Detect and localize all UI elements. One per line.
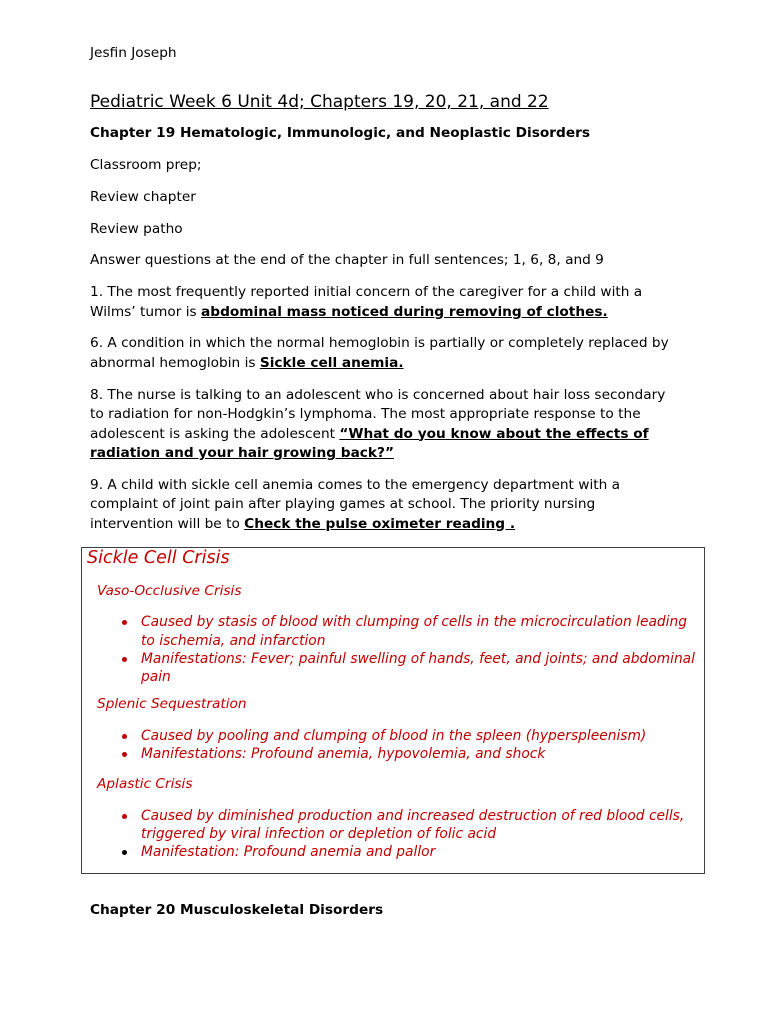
question-8-text: 8. The nurse is talking to an adolescent who is concerned about hair loss secondary to radiation for non-Hodgkin’s lymphoma. The most appropriate response to the adolescent is asking the adolescent: [90, 386, 666, 442]
list-item-text: Caused by stasis of blood with clumping of cells in the microcirculation leading to ischemia, and infarction: [141, 614, 688, 649]
box-title: Sickle Cell Crisis: [87, 548, 230, 569]
question-6-answer: Sickle cell anemia.: [259, 354, 404, 371]
aplastic-crisis-list: [87, 807, 700, 862]
bullet-icon: [122, 850, 127, 855]
list-item-text: Manifestations: Profound anemia, hypovolemia, and shock: [141, 746, 546, 762]
bullet-icon: [122, 752, 127, 757]
author-name: Jesfin Joseph: [90, 45, 177, 62]
vaso-occlusive-list: [87, 613, 700, 686]
list-item-text: Caused by diminished production and increased destruction of red blood cells, triggered by viral infection or depletion of folic acid: [141, 807, 685, 842]
question-1-text: 1. The most frequently reported initial concern of the caregiver for a child with a Wilms’ tumor is: [90, 284, 643, 320]
question-6-text: 6. A condition in which the normal hemoglobin is partially or completely replaced by abnormal hemoglobin is: [90, 335, 669, 371]
question-9-text: 9. A child with sickle cell anemia comes to the emergency department with a complaint of joint pain after playing games at school. The priority nursing intervention will be to: [90, 476, 621, 532]
question-1-answer: abdominal mass noticed during removing of clothes.: [201, 303, 608, 320]
question-9-answer: Check the pulse oximeter reading .: [244, 515, 516, 532]
list-item: [87, 745, 700, 763]
chapter-19-heading: Chapter 19 Hematologic, Immunologic, and Neoplastic Disorders: [90, 125, 591, 142]
document-body: [87, 44, 695, 920]
question-6-paragraph: [90, 334, 678, 373]
list-item: [87, 843, 700, 861]
prep-review-patho: Review patho: [90, 220, 183, 237]
crisis-heading-splenic-sequestration: Splenic Sequestration: [97, 696, 247, 713]
question-8-answer: “What do you know about the effects of radiation and your hair growing back?”: [90, 425, 649, 461]
crisis-heading-vaso-occlusive: Vaso-Occlusive Crisis: [97, 583, 242, 600]
bullet-icon: [122, 814, 127, 819]
prep-review-chapter: Review chapter: [90, 188, 196, 205]
splenic-sequestration-list: [87, 727, 700, 764]
question-8-paragraph: [90, 386, 678, 464]
chapter-20-heading: Chapter 20 Musculoskeletal Disorders: [90, 902, 384, 919]
list-item: [87, 727, 700, 745]
list-item: [87, 613, 700, 650]
list-item-text: Manifestations: Fever; painful swelling of hands, feet, and joints; and abdominal pain: [141, 650, 695, 686]
bullet-icon: [122, 657, 127, 662]
list-item: [87, 807, 700, 844]
bullet-icon: [122, 734, 127, 739]
document-title: Pediatric Week 6 Unit 4d; Chapters 19, 20, 21, and 22: [90, 92, 549, 112]
crisis-heading-aplastic: Aplastic Crisis: [97, 776, 193, 793]
bullet-icon: [122, 620, 127, 625]
prep-answer-instructions: Answer questions at the end of the chapter in full sentences; 1, 6, 8, and 9: [90, 252, 604, 269]
list-item-text: Manifestation: Profound anemia and pallor: [141, 844, 436, 861]
question-1-paragraph: [90, 283, 678, 322]
sickle-cell-crisis-box: [81, 547, 705, 874]
list-item: [87, 650, 700, 687]
list-item-text: Caused by pooling and clumping of blood in the spleen (hyperspleenism): [141, 727, 647, 744]
question-9-paragraph: [90, 476, 678, 534]
prep-classroom: Classroom prep;: [90, 157, 202, 174]
